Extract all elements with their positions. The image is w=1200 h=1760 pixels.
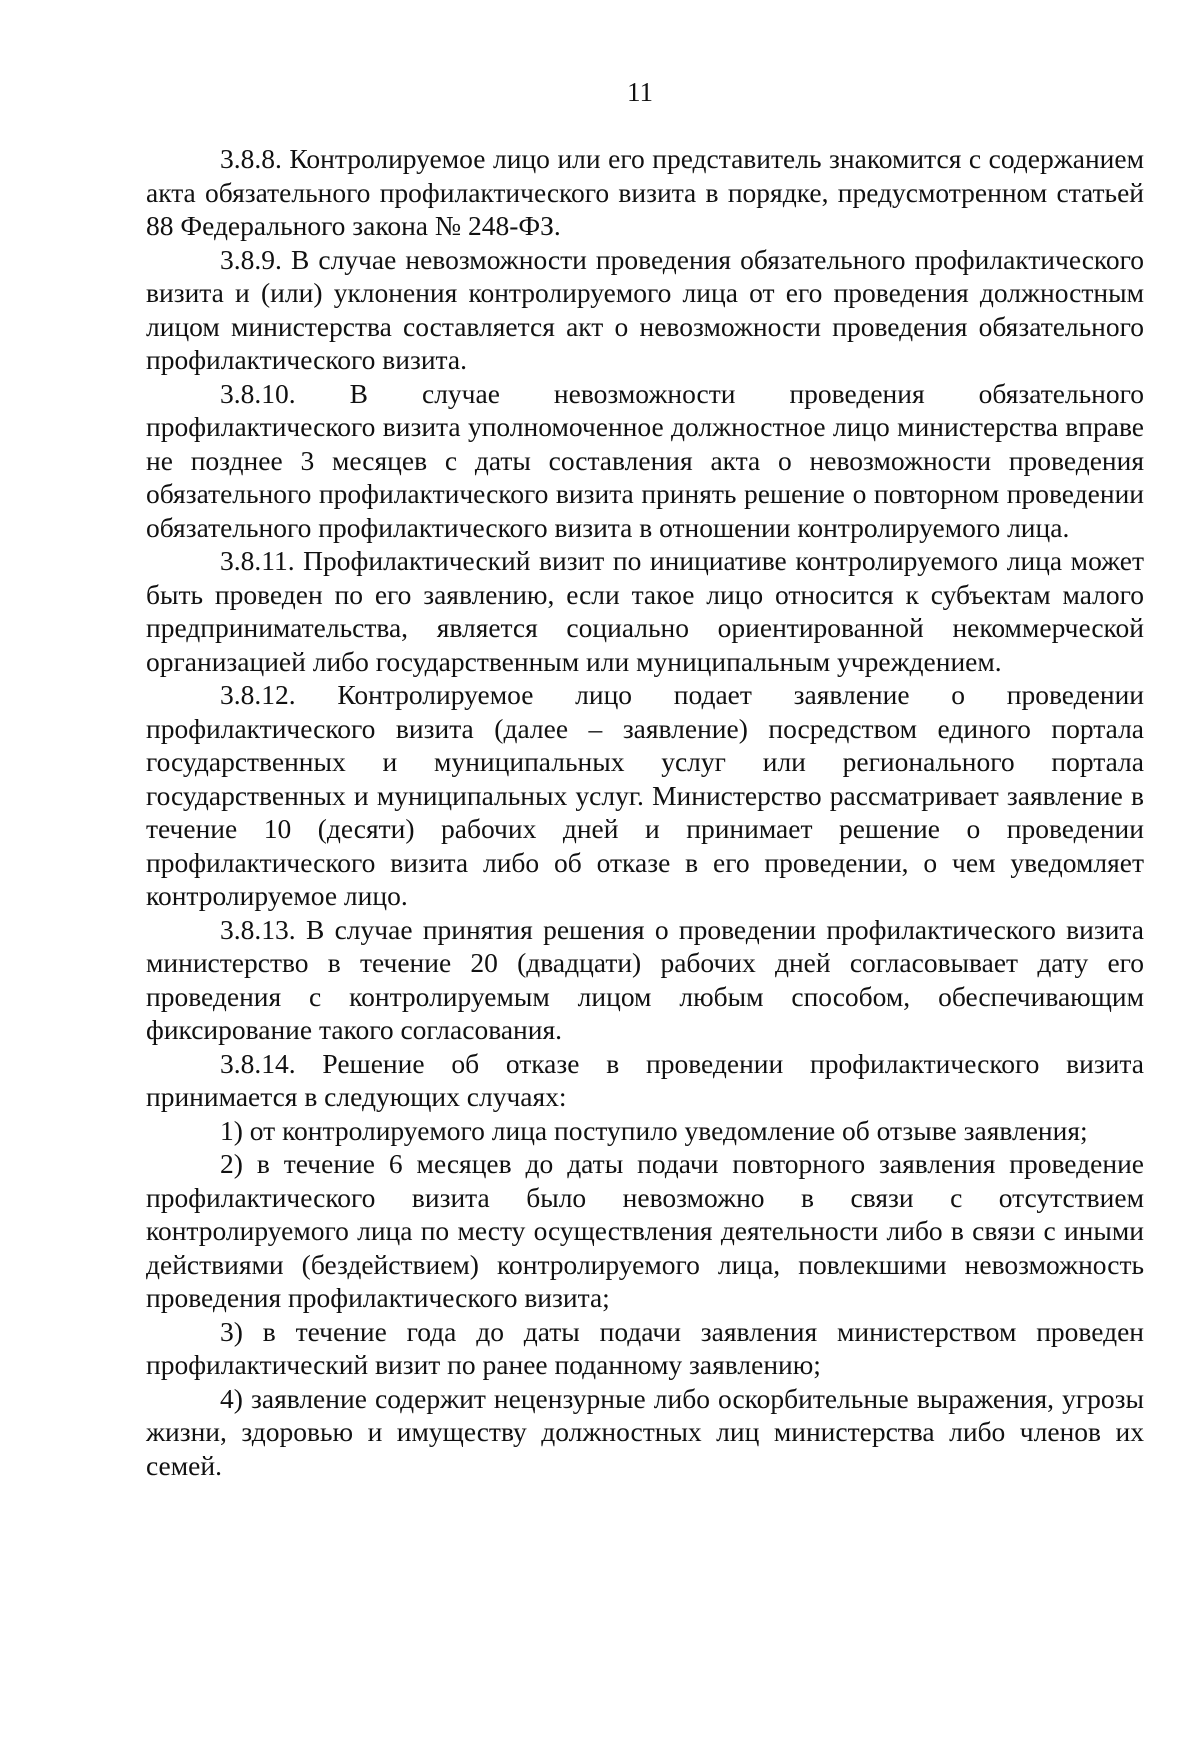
list-item-3: 3) в течение года до даты подачи заявления министерством проведен профилактический визит по ранее поданному заявлению; xyxy=(146,1315,1144,1380)
paragraph-3-8-8: 3.8.8. Контролируемое лицо или его представитель знакомится с содержанием акта обязательного профилактического визита в порядке, предусмотренном статьей 88 Федерального закона № 248-ФЗ. xyxy=(146,143,1144,241)
list-item-4: 4) заявление содержит нецензурные либо оскорбительные выражения, угрозы жизни, здоровью и имуществу должностных лиц министерства либо членов их семей. xyxy=(146,1382,1144,1481)
list-item-1: 1) от контролируемого лица поступило уведомление об отзыве заявления; xyxy=(220,1114,1088,1146)
paragraph-3-8-10: 3.8.10. В случае невозможности проведения обязательного профилактического визита уполномоченное должностное лицо министерства вправе не позднее 3 месяцев с даты составления акта о невозможности проведения обязательного профилактического визита принять решение о повторном проведении обязательного профилактического визита в отношении контролируемого лица. xyxy=(146,377,1144,543)
page-number: 11 xyxy=(627,77,653,107)
paragraph-3-8-12: 3.8.12. Контролируемое лицо подает заявление о проведении профилактического визита (далее – заявление) посредством единого портала государственных и муниципальных услуг или регионального портала государственных и муниципальных услуг. Министерство рассматривает заявление в течение 10 (десяти) рабочих дней и принимает решение о проведении профилактического визита либо об отказе в его проведении, о чем уведомляет контролируемое лицо. xyxy=(146,679,1144,911)
list-item-2: 2) в течение 6 месяцев до даты подачи повторного заявления проведение профилактического визита было невозможно в связи с отсутствием контролируемого лица по месту осуществления деятельности либо в связи с иными действиями (бездействием) контролируемого лица, повлекшими невозможность проведения профилактического визита; xyxy=(146,1148,1144,1313)
paragraph-3-8-13: 3.8.13. В случае принятия решения о проведении профилактического визита министерство в течение 20 (двадцати) рабочих дней согласовывает дату его проведения с контролируемым лицом любым способом, обеспечивающим фиксирование такого согласования. xyxy=(146,913,1144,1045)
paragraph-3-8-11: 3.8.11. Профилактический визит по инициативе контролируемого лица может быть проведен по его заявлению, если такое лицо относится к субъектам малого предпринимательства, является социально ориентированной некоммерческой организацией либо государственным или муниципальным учреждением. xyxy=(146,545,1144,677)
document-body xyxy=(146,142,1144,1482)
paragraph-3-8-9: 3.8.9. В случае невозможности проведения обязательного профилактического визита и (или) уклонения контролируемого лица от его проведения должностным лицом министерства составляется акт о невозможности проведения обязательного профилактического визита. xyxy=(146,243,1144,375)
paragraph-3-8-14: 3.8.14. Решение об отказе в проведении профилактического визита принимается в следующих случаях: xyxy=(146,1047,1144,1112)
